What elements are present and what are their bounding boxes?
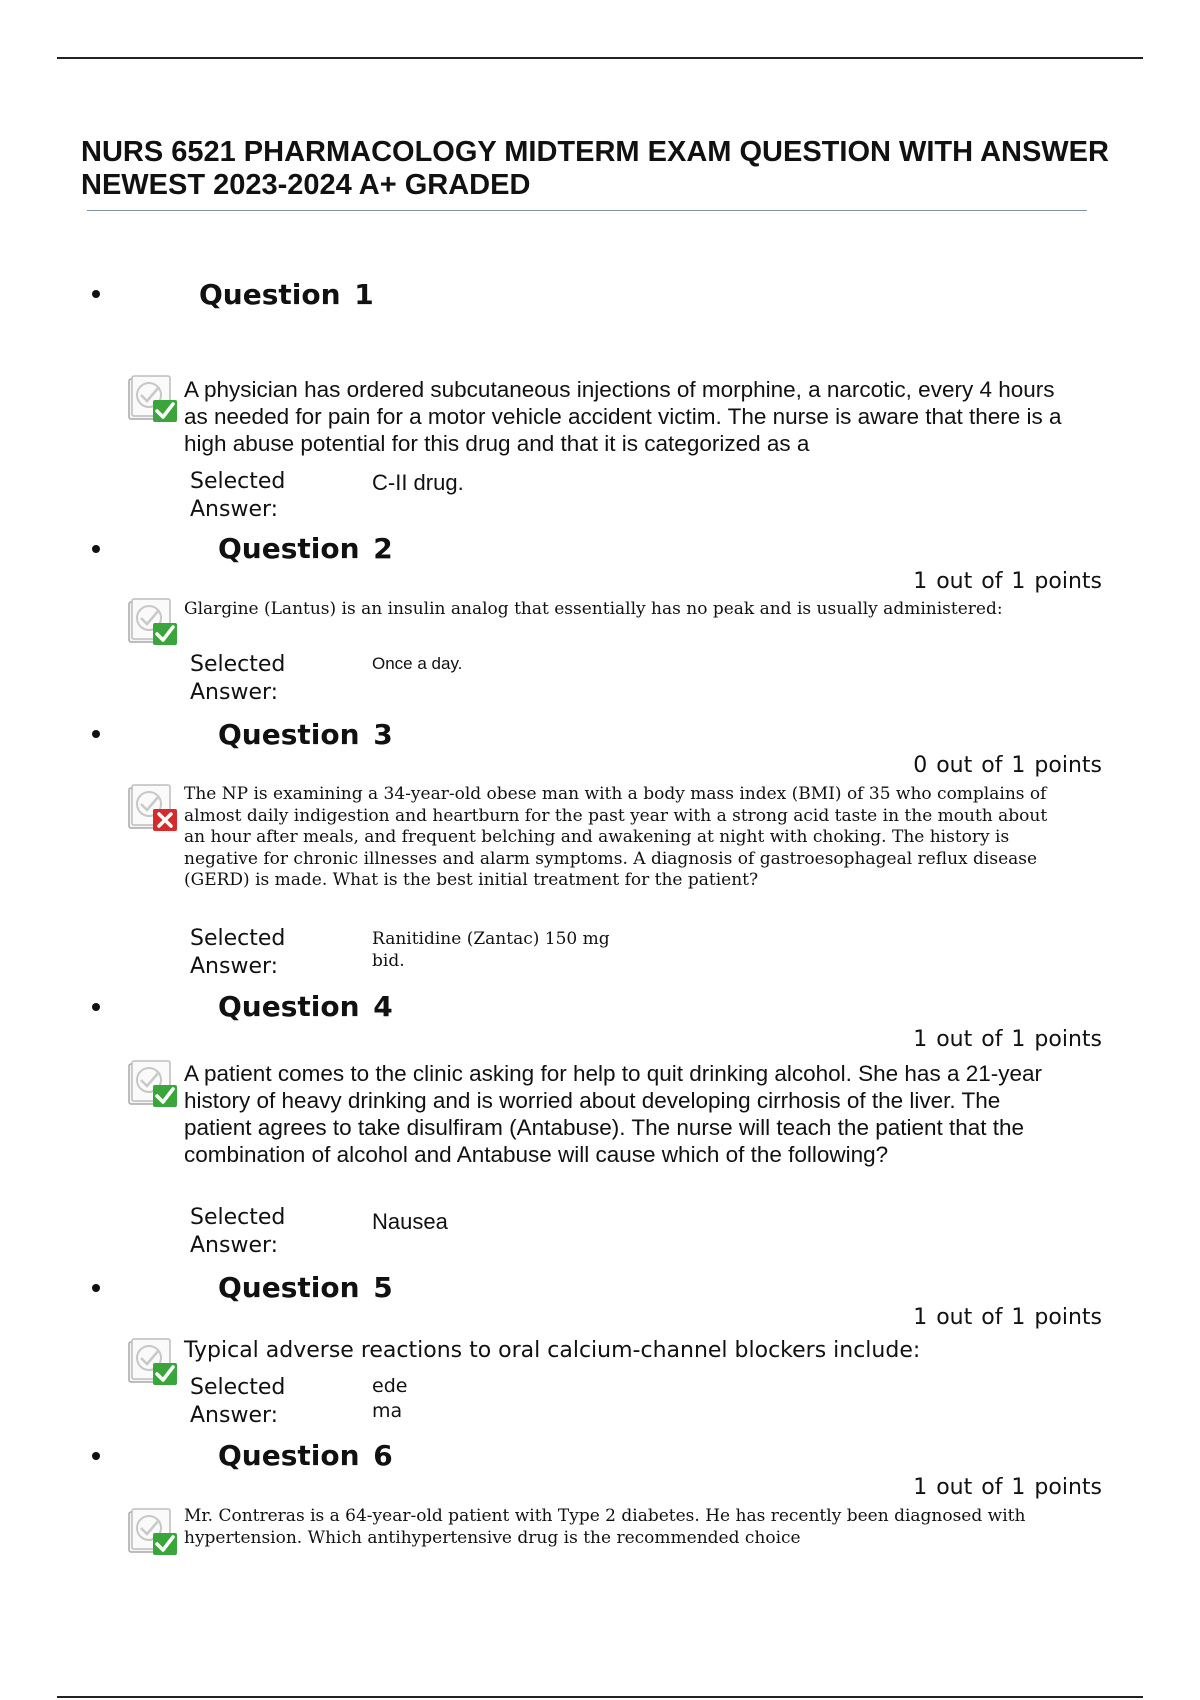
question-points: 1 out of 1 points (913, 569, 1102, 594)
top-rule (57, 57, 1143, 59)
check-icon (127, 596, 179, 648)
check-icon (127, 1506, 179, 1558)
selected-answer-value: Once a day. (372, 654, 463, 673)
question-points: 1 out of 1 points (913, 1305, 1102, 1330)
question-points: 0 out of 1 points (913, 753, 1102, 778)
question-text: Mr. Contreras is a 64-year-old patient with Type 2 diabetes. He has recently been diagnosed with hypertension. Which antihypertensive drug is the recommended choice (184, 1506, 1026, 1548)
question-points: 1 out of 1 points (913, 1027, 1102, 1052)
bullet (92, 1452, 104, 1464)
selected-answer-label: Selected Answer: (190, 1205, 286, 1258)
question-text: Typical adverse reactions to oral calcium-channel blockers include: (184, 1338, 921, 1363)
selected-answer-label: Selected Answer: (190, 652, 286, 705)
check-icon (127, 1336, 179, 1388)
selected-answer-value: ede ma (372, 1375, 408, 1422)
bullet (92, 730, 104, 742)
selected-answer-label: Selected Answer: (190, 926, 286, 979)
question-text: A patient comes to the clinic asking for help to quit drinking alcohol. She has a 21-year history of heavy drinking and is worried about developing cirrhosis of the liver. The patient agrees to take disulfiram (Antabuse). The nurse will teach the patient that the combination of alcohol and Antabuse will cause which of the following? (184, 1061, 1042, 1167)
selected-answer-value: Ranitidine (Zantac) 150 mg bid. (372, 929, 610, 971)
selected-answer-value: C-II drug. (372, 470, 464, 495)
question-heading: Question 1 (199, 278, 374, 311)
question-heading: Question 5 (218, 1271, 393, 1304)
check-icon (127, 1058, 179, 1110)
question-text: A physician has ordered subcutaneous injections of morphine, a narcotic, every 4 hours as needed for pain for a motor vehicle accident victim. The nurse is aware that there is a high abuse potential for this drug and that it is categorized as a (184, 377, 1062, 456)
bullet (92, 1284, 104, 1296)
bottom-rule (57, 1696, 1143, 1698)
title-underline (87, 210, 1087, 211)
x-icon (127, 782, 179, 834)
question-heading: Question 2 (218, 532, 393, 565)
question-text: Glargine (Lantus) is an insulin analog that essentially has no peak and is usually administered: (184, 599, 1003, 619)
question-heading: Question 3 (218, 718, 393, 751)
bullet (92, 290, 104, 302)
document-title: NURS 6521 PHARMACOLOGY MIDTERM EXAM QUESTION WITH ANSWER NEWEST 2023-2024 A+ GRADED (81, 136, 1109, 201)
check-icon (127, 373, 179, 425)
question-heading: Question 4 (218, 990, 393, 1023)
selected-answer-label: Selected Answer: (190, 469, 286, 522)
selected-answer-label: Selected Answer: (190, 1375, 286, 1428)
bullet (92, 545, 104, 557)
question-points: 1 out of 1 points (913, 1475, 1102, 1500)
bullet (92, 1003, 104, 1015)
selected-answer-value: Nausea (372, 1209, 448, 1234)
question-text: The NP is examining a 34-year-old obese man with a body mass index (BMI) of 35 who complains of almost daily indigestion and heartburn for the past year with a strong acid taste in the mouth about an hour after meals, and frequent belching and awakening at night with choking. The history is negative for chronic illnesses and alarm symptoms. A diagnosis of gastroesophageal reflux disease (GERD) is made. What is the best initial treatment for the patient? (184, 784, 1048, 890)
question-heading: Question 6 (218, 1439, 393, 1472)
